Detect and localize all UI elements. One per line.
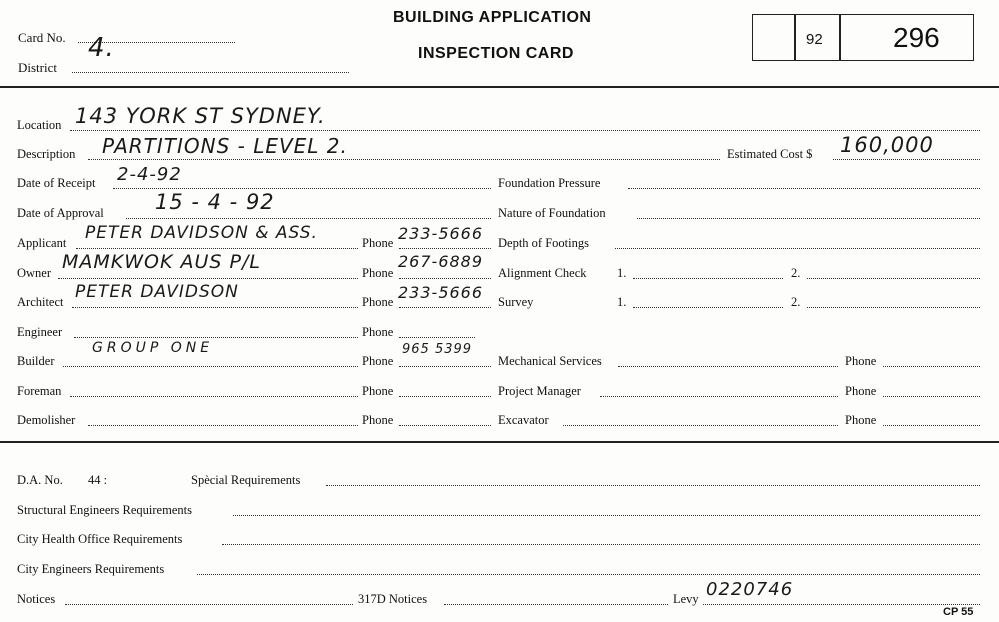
district-label: District (18, 60, 57, 75)
date-approval-value: 15 - 4 - 92 (155, 190, 275, 214)
alignment-1-label: 1. (617, 266, 627, 280)
notices-317d-label: 317D Notices (358, 592, 428, 606)
structural-label: Structural Engineers Requirements (17, 503, 192, 517)
special-requirements-line (326, 485, 980, 486)
description-value: PARTITIONS - LEVEL 2. (102, 134, 348, 158)
architect-line (72, 307, 358, 308)
owner-phone-value: 267-6889 (398, 252, 484, 271)
demolisher-phone-label: Phone (362, 413, 394, 427)
applicant-phone-label: Phone (362, 236, 394, 250)
health-line (222, 544, 980, 545)
builder-phone-line (399, 366, 491, 367)
date-receipt-line (113, 188, 491, 189)
estimated-cost-line (833, 159, 980, 160)
owner-phone-line (399, 278, 491, 279)
project-manager-line (600, 396, 838, 397)
architect-label: Architect (17, 295, 64, 309)
description-line (88, 159, 720, 160)
demolisher-label: Demolisher (17, 413, 76, 427)
special-requirements-label: Spècial Requirements (191, 473, 301, 487)
builder-line (63, 366, 358, 367)
foundation-pressure-label: Foundation Pressure (498, 176, 601, 190)
year-value: 92 (806, 31, 823, 48)
builder-phone-value: 965 5399 (402, 342, 473, 357)
alignment-check-label: Alignment Check (498, 266, 587, 280)
da-no-value: 44 : (88, 473, 108, 487)
demolisher-line (88, 425, 358, 426)
number-box-divider-2 (839, 14, 841, 61)
excavator-label: Excavator (498, 413, 549, 427)
location-value: 143 YORK ST SYDNEY. (75, 104, 326, 128)
levy-label: Levy (673, 592, 699, 606)
mechanical-line (618, 366, 838, 367)
notices-317d-line (444, 604, 668, 605)
location-label: Location (17, 118, 62, 132)
excavator-line (563, 425, 838, 426)
applicant-value: PETER DAVIDSON & ASS. (85, 223, 318, 243)
applicant-phone-value: 233-5666 (398, 224, 484, 243)
description-label: Description (17, 147, 76, 161)
district-line (72, 72, 349, 73)
depth-footings-label: Depth of Footings (498, 236, 589, 250)
survey-2-line (807, 307, 980, 308)
foreman-phone-label: Phone (362, 384, 394, 398)
depth-footings-line (615, 248, 980, 249)
builder-label: Builder (17, 354, 55, 368)
architect-value: PETER DAVIDSON (75, 282, 239, 302)
mechanical-phone-line (883, 366, 980, 367)
city-engineers-line (197, 574, 980, 575)
alignment-2-label: 2. (791, 266, 801, 280)
engineer-phone-line (399, 337, 475, 338)
city-engineers-label: City Engineers Requirements (17, 562, 165, 576)
title-line-2: INSPECTION CARD (418, 45, 574, 62)
title-line-1: BUILDING APPLICATION (393, 9, 592, 26)
mechanical-label: Mechanical Services (498, 354, 602, 368)
engineer-phone-label: Phone (362, 325, 394, 339)
date-receipt-value: 2-4-92 (117, 164, 182, 185)
architect-phone-label: Phone (362, 295, 394, 309)
date-receipt-label: Date of Receipt (17, 176, 96, 190)
owner-label: Owner (17, 266, 52, 280)
builder-phone-label: Phone (362, 354, 394, 368)
da-no-label: D.A. No. (17, 473, 63, 487)
date-approval-label: Date of Approval (17, 206, 104, 220)
levy-line (703, 604, 980, 605)
architect-phone-value: 233-5666 (398, 283, 484, 302)
project-manager-phone-line (883, 396, 980, 397)
form-code: CP 55 (943, 606, 974, 618)
nature-foundation-line (637, 218, 980, 219)
survey-label: Survey (498, 295, 534, 309)
demolisher-phone-line (399, 425, 491, 426)
foreman-line (70, 396, 358, 397)
levy-value: 0220746 (706, 579, 794, 600)
health-label: City Health Office Requirements (17, 532, 183, 546)
notices-line (65, 604, 353, 605)
project-manager-phone-label: Phone (845, 384, 877, 398)
structural-line (233, 515, 980, 516)
card-no-value: 4. (88, 33, 115, 63)
survey-2-label: 2. (791, 295, 801, 309)
excavator-phone-label: Phone (845, 413, 877, 427)
date-approval-line (126, 218, 491, 219)
architect-phone-line (399, 307, 491, 308)
survey-1-line (633, 307, 783, 308)
estimated-cost-label: Estimated Cost $ (727, 147, 813, 161)
middle-rule (0, 441, 999, 443)
number-box (752, 14, 974, 61)
number-box-divider-1 (794, 14, 796, 61)
location-line (70, 130, 980, 131)
mechanical-phone-label: Phone (845, 354, 877, 368)
card-no-label: Card No. (18, 30, 66, 45)
survey-1-label: 1. (617, 295, 627, 309)
builder-value: GROUP ONE (92, 340, 214, 356)
nature-foundation-label: Nature of Foundation (498, 206, 606, 220)
project-manager-label: Project Manager (498, 384, 581, 398)
owner-phone-label: Phone (362, 266, 394, 280)
applicant-label: Applicant (17, 236, 67, 250)
owner-line (58, 278, 358, 279)
card-number-value: 296 (893, 22, 940, 53)
estimated-cost-value: 160,000 (840, 133, 934, 157)
notices-label: Notices (17, 592, 56, 606)
applicant-line (76, 248, 358, 249)
foreman-label: Foreman (17, 384, 62, 398)
owner-value: MAMKWOK AUS P/L (62, 251, 261, 273)
engineer-label: Engineer (17, 325, 63, 339)
foundation-pressure-line (628, 188, 980, 189)
header-rule (0, 86, 999, 88)
alignment-1-line (633, 278, 783, 279)
foreman-phone-line (399, 396, 491, 397)
engineer-line (74, 337, 358, 338)
alignment-2-line (807, 278, 980, 279)
excavator-phone-line (883, 425, 980, 426)
applicant-phone-line (399, 248, 491, 249)
